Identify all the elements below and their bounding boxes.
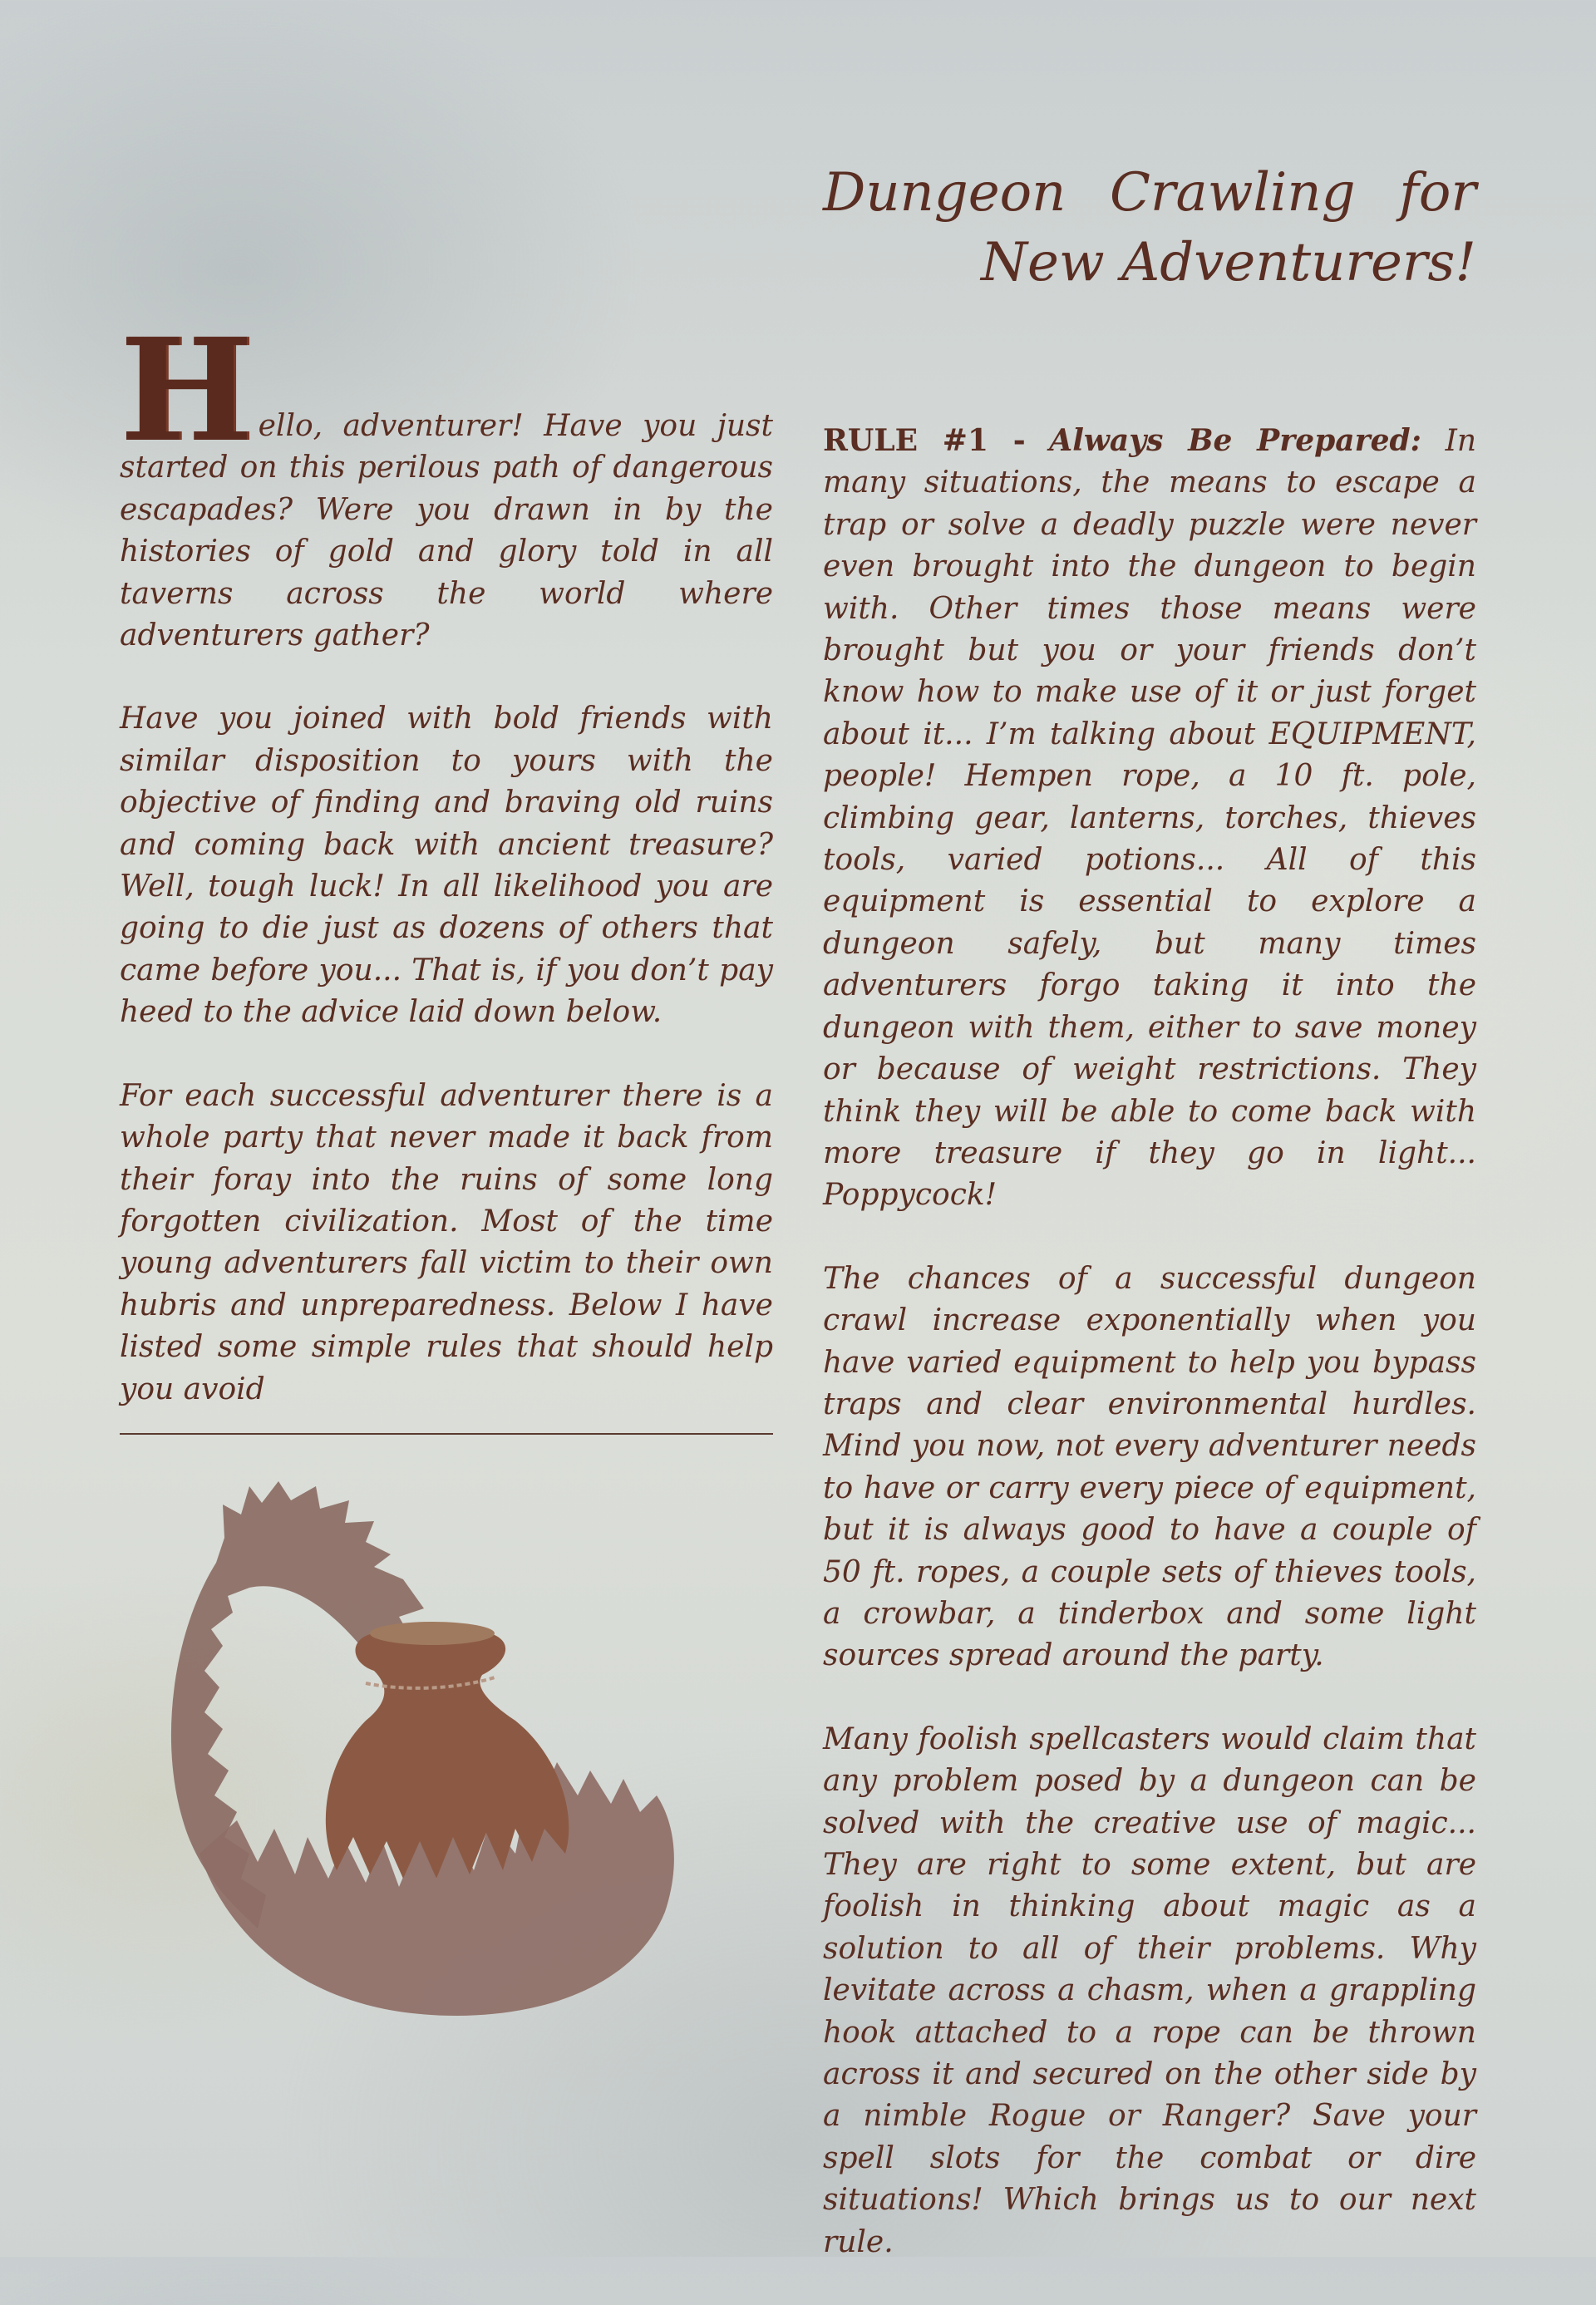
title-word-3: for: [1399, 162, 1476, 224]
intro-text: ello, adventurer! Have you just started on this perilous path of dangerous escapades? Were you drawn in by the histories of gold and glory told in all taverns across the world where adventurers gather?: [120, 409, 773, 653]
paragraph-2: Have you joined with bold friends with similar disposition to yours with the objective of finding and braving old ruins and coming back with ancient treasure? Well, tough luck! In all likelihood you are going to die just as dozens of others that came before you... That is, if you don’t pay heed to the advice laid down below.: [120, 702, 773, 1030]
rule-1-paragraph: [823, 420, 1476, 1217]
rule-1-paragraph-3: Many foolish spellcasters would claim that any problem posed by a dungeon can be solved with the creative use of magic... They are right to some extent, but are foolish in thinking about magic as a solution to all of their problems. Why levitate across a chasm, when a grappling hook attached to a rope can be thrown across it and secured on the other side by a nimble Rogue or Ranger? Save your spell slots for the combat or dire situations! Which brings us to our next rule.: [823, 1721, 1476, 2259]
title-line-2: New Adventurers!: [981, 232, 1476, 293]
paragraph-3: For each successful adventurer there is a whole party that never made it back from their foray into the ruins of some long forgotten civilization. Most of the time young adventurers fall victim to their own hubris and unpreparedness. Below I have listed some simple rules that should help you avoid: [120, 1078, 773, 1406]
drop-cap: H: [120, 308, 254, 474]
intro-paragraph: [120, 308, 773, 657]
left-column: [120, 308, 773, 1452]
title-word-2: Crawling: [1109, 162, 1356, 224]
page-title: [823, 158, 1476, 298]
right-column: [823, 420, 1476, 2305]
rule-1-paragraph-2: The chances of a successful dungeon crawl increase exponentially when you have varied equipment to help you bypass traps and clear environmental hurdles. Mind you now, not every adventurer needs to have or carry every piece of equipment, but it is always good to have a couple of 50 ft. ropes, a couple sets of thieves tools, a crowbar, a tinderbox and some light sources spread around the party.: [823, 1261, 1476, 1673]
rule-label: RULE #1 -: [823, 423, 1026, 458]
title-word-1: Dungeon: [823, 162, 1066, 224]
treasure-bag-icon: [326, 1626, 569, 1879]
rule-1-text: In many situations, the means to escape a trap or solve a deadly puzzle were never even brought into the dungeon to begin with. Other times those means were brought but you or your friends don’t know how to make use of it or just forget about it... I’m talking about EQUIPMENT, people! Hempen rope, a 10 ft. pole, climbing gear, lanterns, torches, thieves tools, varied potions... All of this equipment is essential to explore a dungeon safely, but many times adventurers forgo taking it into the dungeon with them, either to save money or because of weight restrictions. They think they will be able to come back with more treasure if they go in light... Poppycock!: [823, 424, 1476, 1213]
bear-trap-with-treasure-bag-icon: [125, 1463, 756, 2061]
rule-name: Always Be Prepared:: [1049, 423, 1421, 458]
divider: [120, 1433, 773, 1435]
coins-icon: [370, 1622, 495, 1645]
